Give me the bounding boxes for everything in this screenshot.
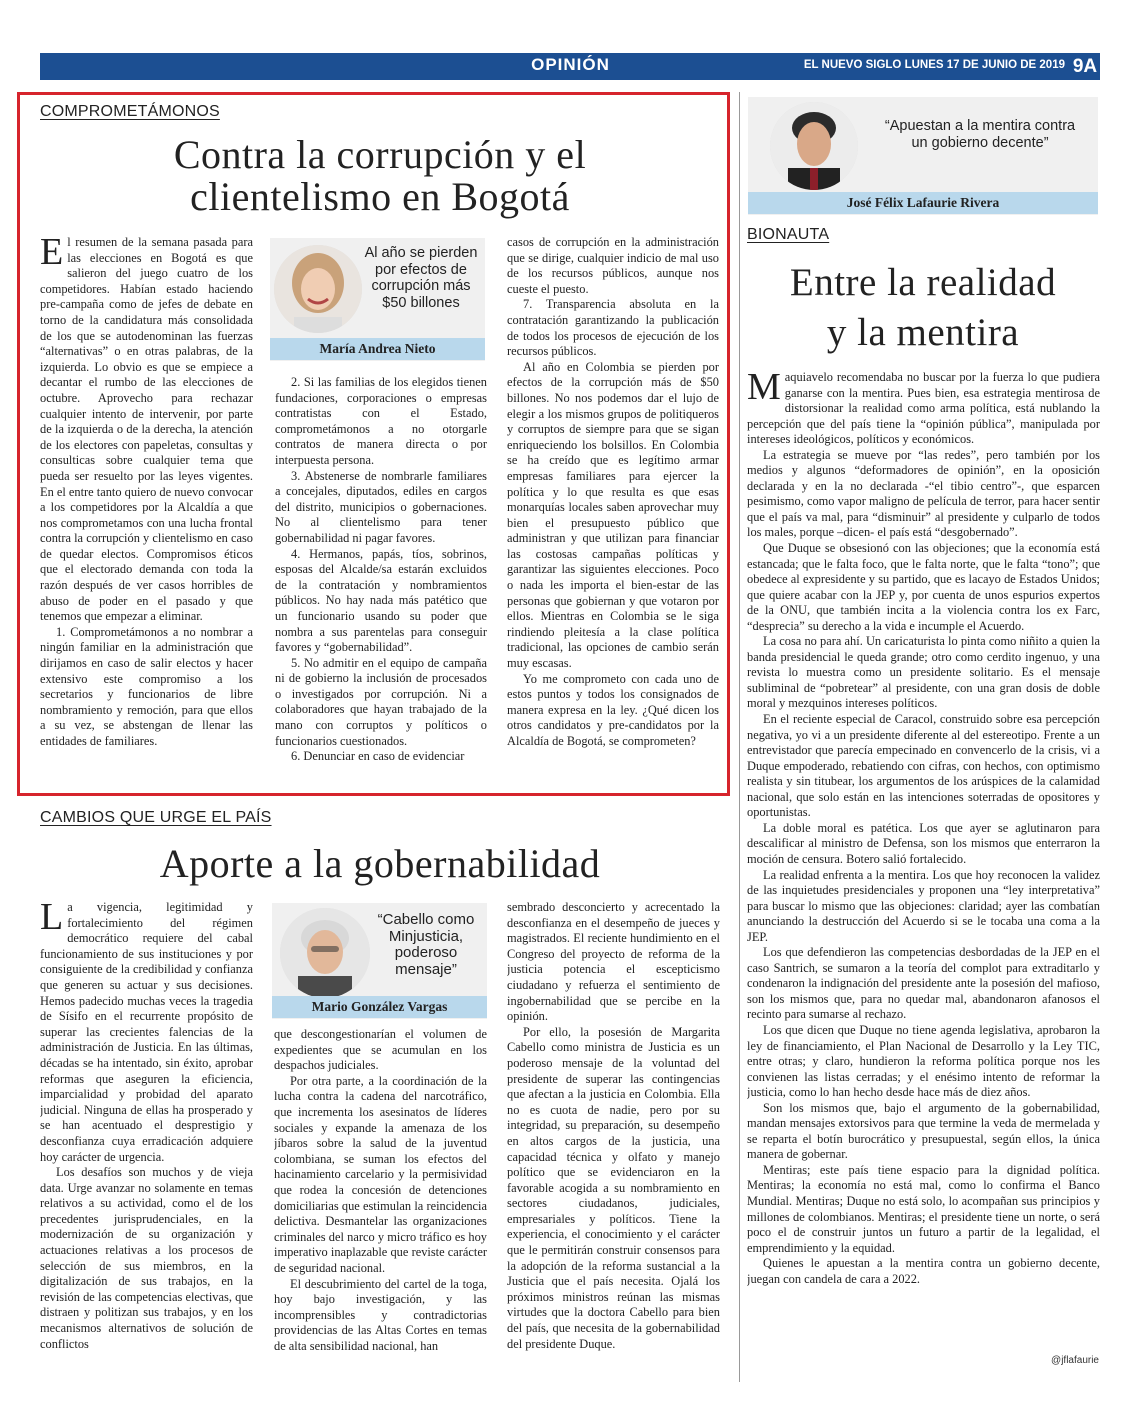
article1-column-1: El resumen de la semana pasada para las elecciones en Bogotá es que salieron del juego cuatro de los competidores. Habían estado haciendo pre-campaña como de jefes de debate en torno de la candidatura más consolidada de los que se autodenominan las fuerzas “alternativas” o en otras palabras, de la izquierda. Lo obvio es que se empiece a decantar el rumbo de las elecciones de octubre. Aprovecho para rechazar cualquier intento de intervenir, por parte de la izquierda o de la derecha, la atención de los electores con papeletas, consultas y consulticas sobre cualquier tema que pueda ser resuelto por las leyes vigentes. En el entre tanto quiero de nuevo convocar a los competidores por la Alcaldía a que nos comprometamos con una lucha frontal contra la corrupción y clientelismo en caso de quedar electos. Compromisos éticos que el electorado demanda con toda la razón después de ver casos horribles de abuso de poder en el pasado y que tenemos que empezar a eliminar. 1. Comprometámonos a no nombrar a ningún familiar en la administración que dirijamos en caso de salir electos y hacer extensivo este compromiso a los secretarios y funcionarios de libre nombramiento y remoción, para que ellos a su vez, se abstengan de llenar las entidades de familiares. [40,235,253,748]
article1-pull-quote: Al año se pierden por efectos de corrupción más $50 billones [364,245,478,311]
article2-column-1: La vigencia, legitimidad y fortalecimiento del régimen democrático requiere del cabal funcionamiento de sus instituciones y por consiguiente de la credibilidad y confianza que generen su actuar y sus decisiones. Hemos padecido muchas veces la tragedia de Sísifo en el recurrente propósito de superar las crecientes falencias de la administración de Justicia. En las últimas, décadas se ha intentado, sin éxito, aprobar reformas que aseguren la eficiencia, imparcialidad y probidad del aparato judicial. Ninguna de ellas ha prosperado y se han acentuado el desprestigio y desconfianza cuya erradicación adquiere hoy carácter de urgencia. Los desafíos son muchos y de vieja data. Urge avanzar no solamente en temas relativos a su actividad, como el de los precedentes jurisprudenciales, en la modernización de su organización y actuaciones relativas a los procesos de selección de sus miembros, en la digitalización de sus trabajos, en la revisión de las competencias electivas, que distraen y politizan sus trabajos, y en los mecanismos alternativos de solución de conflictos [40,900,253,1351]
article2-kicker: CAMBIOS QUE URGE EL PAÍS [40,809,272,826]
article3-author-name: José Félix Lafaurie Rivera [748,192,1098,214]
article2-pull-quote: “Cabello como Minjusticia, poderoso mensaje” [377,911,475,978]
article2-column-2: que descongestionarían el volumen de expedientes que se acumulan en los despachos judiciales. Por otra parte, a la coordinación de la lucha contra la cadena del narcotráfico, que incrementa los asesinatos de líderes sociales y expande la amenaza de los jíbaros sobre la salud de la juventud colombiana, se suman los efectos del hacinamiento carcelario y la permisividad que rodea la concesión de detenciones domiciliarias que estimulan la reincidencia delictiva. Desmantelar las organizaciones criminales del narco y micro tráfico es hoy imperativo inaplazable que reviste carácter de seguridad nacional. El descubrimiento del cartel de la toga, hoy bajo investigación, y las incomprensibles y contradictorias providencias de las Altas Cortes en temas de alta sensibilidad nacional, han [274,1027,487,1353]
author-photo [280,908,370,998]
dropcap: M [747,370,781,408]
author-photo [274,245,362,333]
masthead-date: EL NUEVO SIGLO LUNES 17 DE JUNIO DE 2019 [803,59,1065,71]
article1-column-3: casos de corrupción en la administración que se dirige, cualquier indicio de mal uso de los recursos públicos, aunque nos cueste el puesto. 7. Transparencia absoluta en la contratación garantizando la publicación de todos los procesos de ejecución de los recursos públicos. Al año en Colombia se pierden por efectos de la corrupción más de $50 billones. No nos podemos dar el lujo de elegir a los mismos grupos de politiqueros y corruptos de siempre para que se sigan enriqueciendo los bolsillos. En Colombia se ha creído que es legítimo armar empresas familiares para ejercer la política y lo que resulta es que esas monarquías locales saben aprovechar muy bien el presupuesto público que administran y que utilizan para financiar las costosas campañas políticas y garantizar las siguientes elecciones. Poco o nada les importa el bien-estar de las personas que gobiernan y que votaron por ellos. Mientras en Colombia se le siga rindiendo pleitesía a la clase política tradicional, las opciones de cambio serán muy escasas. Yo me comprometo con cada uno de estos puntos y todos los consignados de manera expresa en la ley. ¿Qué dicen los otros candidatos y pre-candidatos por la Alcaldía de Bogotá, se comprometen? [507,235,719,748]
page-number: 9A [1072,56,1098,77]
article1-column-2: 2. Si las familias de los elegidos tienen fundaciones, corporaciones o empresas contratistas con el Estado, comprometámonos a no otorgarle contratos de manera directa o por interpuesta persona. 3. Abstenerse de nombrarle familiares a concejales, diputados, ediles en cargos del distrito, municipios o gobernaciones. No al clientelismo para tener gobernabilidad ni pagar favores. 4. Hermanos, papás, tíos, sobrinos, esposas del Alcalde/sa estarán excluidos de la contratación y nombramientos públicos. No hay nada más patético que un funcionario usando su poder que nombra a sus parentelas para conseguir favores y “gobernabilidad”. 5. No admitir en el equipo de campaña ni de gobierno la inclusión de procesados o investigados por corrupción. Ni a colaboradores que hayan trabajado de la mano con corruptos y políticos o funcionarios cuestionados. 6. Denunciar en caso de evidenciar [275,375,487,764]
article3-kicker: BIONAUTA [747,226,830,243]
column-divider [739,92,740,1382]
article1-headline: Contra la corrupción y el clientelismo en Bogotá [173,132,587,219]
section-title: OPINIÓN [531,55,610,74]
dropcap: L [40,900,64,938]
article3-body: Maquiavelo recomendaba no buscar por la fuerza lo que pudiera ganarse con la mentira. Pues bien, esa estrategia mentirosa de distorsionar la realidad como arma política, está nublando la percepción que del país tiene la “opinión pública”, manipulada por intereses ideológicos, políticos y económicos. La estrategia se mueve por “las redes”, pero también por los medios y algunos “deformadores de opinión”, en la oposición declarada y en la no declarada -“el tibio centro”-, que esparcen pesimismo, como vapor maligno de película de terror, para hacer sentir que el país va mal, para “disminuir” al presidente y culparlo de todos los males, porque –dicen- el país está “desgobernado”. Que Duque se obsesionó con las objeciones; que la economía está estancada; que le falta foco, que le falta norte, que le falta “tono”; que obedece al expresidente y su partido, que es lacayo de Estados Unidos; que quiere acabar con la JEP y, por cuenta de unos espurios expertos de la ONU, que también incita a la violencia contra los ex Farc, “desprecia” su derecho a la vida e incumple el Acuerdo. La cosa no para ahí. Un caricaturista lo pinta como niñito a quien la banda presidencial le queda grande; otro como cerdito ingenuo, y una revista lo muestra como un presidente solitario. Es el mensaje subliminal de “pobretear” al presidente, con una gran dosis de doble moral y mezquinos intereses políticos. En el reciente especial de Caracol, construido sobre esa percepción negativa, yo vi a un presidente diferente al del estereotipo. Frente a un entrevistador que parecía empecinado en convencerlo de la crisis, vi a Duque empoderado, rebatiendo con cifras, con hechos, con optimismo realista y sin titubear, los argumentos de los arúspices de la calamidad nacional, que solo están en las intenciones soterradas de opositores y oportunistas. La doble moral es patética. Los que ayer se aglutinaron para descalificar al ministro de Defensa, son los mismos que enterraron la moción de censura. Botero salió fortalecido. La realidad enfrenta a la mentira. Los que hoy reconocen la validez de las inquietudes presidenciales y proponen una “ley interpretativa” para buscar lo mismo que las objeciones: claridad; ayer las combatían anunciando la destrucción del Acuerdo si se le tocaba una coma a la JEP. Los que defendieron las competencias desbordadas de la JEP en el caso Santrich, se sumaron a la teoría del complot para extraditarlo y condenaron la indignación del presidente ante la posesión del mafioso, son los mismos que, para no quedar mal, abandonaron afanosos el recinto para sumarse al rechazo. Los que dicen que Duque no tiene agenda legislativa, aprobaron la ley de financiamiento, el Plan Nacional de Desarrollo y la Ley TIC, entre otras; y claro, hundieron la reforma política porque nos les convienen las listas cerradas; y el enésimo intento de reformar la justicia, como lo han hecho desde hace más de diez años. Son los mismos que, bajo el argumento de la gobernabilidad, mandan mensajes extorsivos para que termine la veda de mermelada y se reparta el botín burocrático y presupuestal, según ellos, la única manera de gobernar. Mentiras; este país tiene espacio para la dignidad política. Mentiras; la economía no está mal, como lo confirma el Banco Mundial. Mentiras; Duque no está solo, lo acompañan sus principios y millones de colombianos. Mentiras; el presidente tiene un norte, o será poco el de construir juntos un futuro a partir de la legalidad, el emprendimiento y la equidad. Quienes le apuestan a la mentira contra un gobierno decente, juegan con candela de cara a 2022. [747,370,1100,1286]
article3-headline: Entre la realidad y la mentira [789,261,1057,354]
article2-column-3: sembrado desconcierto y acrecentado la desconfianza en el desempeño de jueces y magistrados. El reciente hundimiento en el Congreso del proyecto de reforma de la justicia potencia el escepticismo ciudadano y refuerza el sentimiento de ingobernabilidad que se percibe en la opinión. Por ello, la posesión de Margarita Cabello como ministra de Justicia es un poderoso mensaje de la voluntad del presidente de superar las contingencias que afectan a la justicia en Colombia. Ella no es cuota de nadie, pero por su integridad, su preparación, su desempeño en altos cargos de la justicia, una capacidad técnica y olfato y manejo político que se evidenciaron en la favorable acogida a su nombramiento en sectores ciudadanos, judiciales, empresariales y políticos. Tiene la experiencia, el conocimiento y el carácter que le permitirán construir consensos para la adopción de la reforma sustancial a la Justicia que el país necesita. Ojalá los próximos ministros reúnan las mismas virtudes que la doctora Cabello para bien del país, que necesita de la gobernabilidad del presidente Duque. [507,900,720,1351]
article1-kicker: COMPROMETÁMONOS [40,103,220,120]
author-photo [770,102,858,190]
article2-author-name: Mario González Vargas [272,996,487,1018]
author-twitter-handle: @jflafaurie [1051,1355,1099,1366]
article2-headline: Aporte a la gobernabilidad [159,841,601,886]
dropcap: E [40,235,64,273]
article3-pull-quote: “Apuestan a la mentira contra un gobierno decente” [884,118,1076,151]
article1-author-name: María Andrea Nieto [270,338,485,360]
